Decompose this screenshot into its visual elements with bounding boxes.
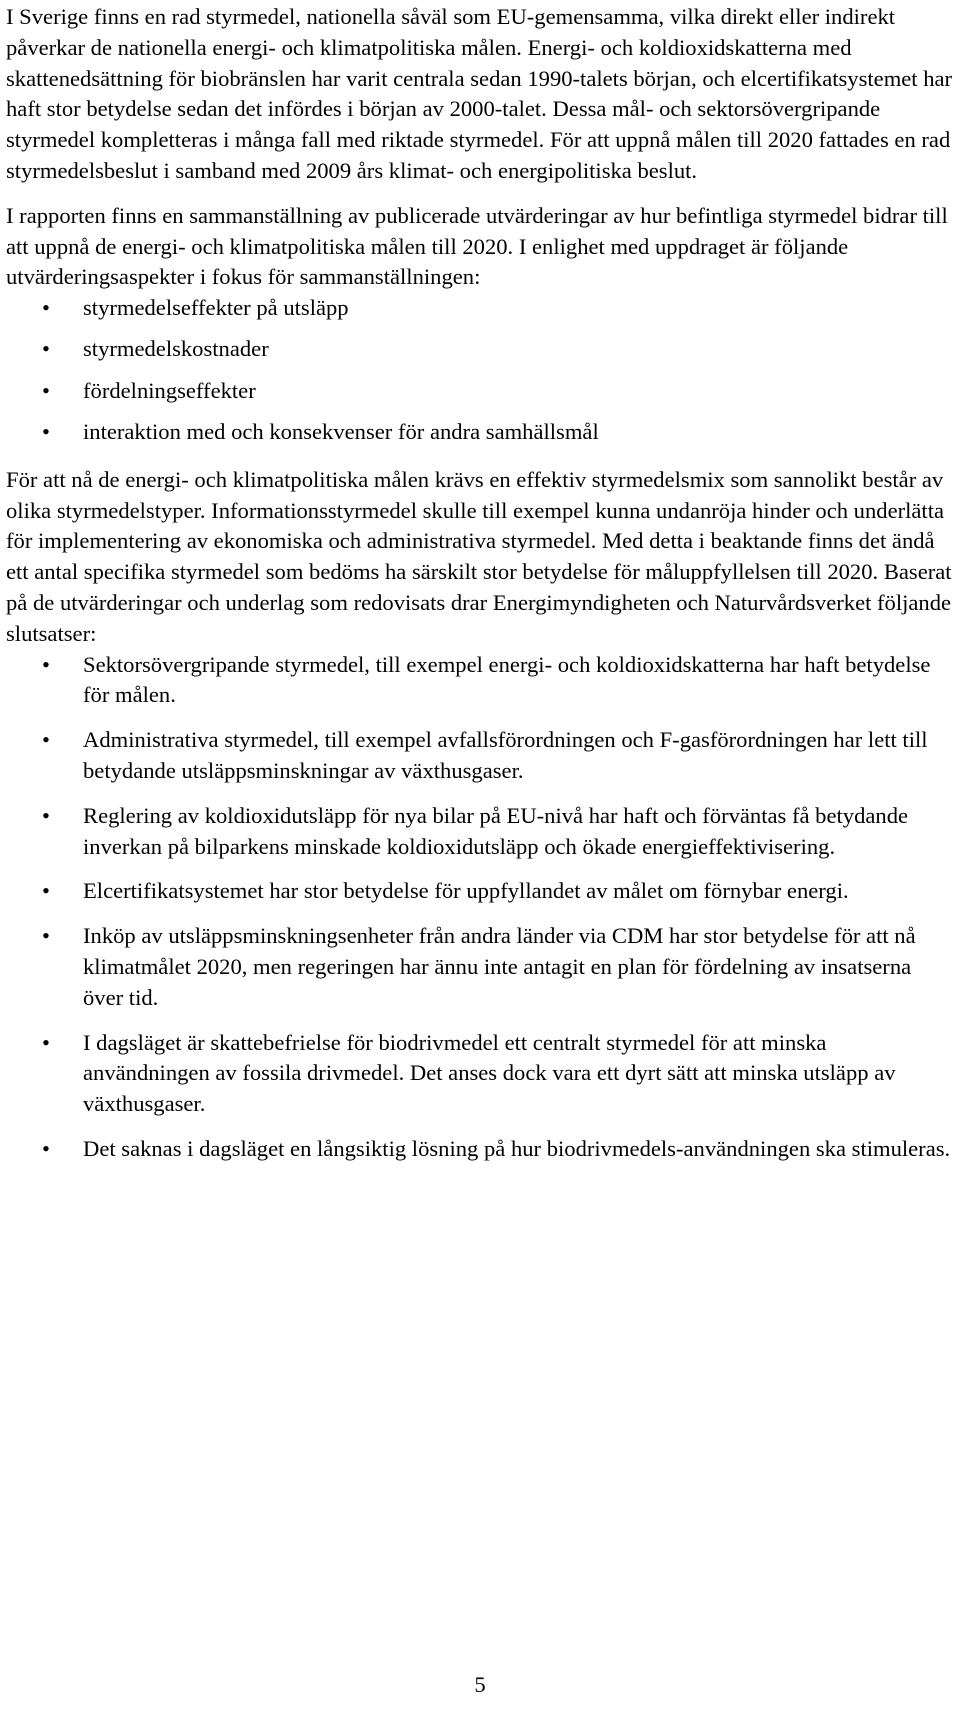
list-item-text: interaktion med och konsekvenser för andra samhällsmål <box>83 419 599 445</box>
list-item-text: Inköp av utsläppsminskningsenheter från andra länder via CDM har stor betydelse för att nå klimatmålet 2020, men regeringen har ännu inte antagit en plan för fördelning av insatserna över tid. <box>83 923 916 1010</box>
page-number: 5 <box>474 1672 486 1697</box>
bullet-icon: • <box>42 802 50 828</box>
bullet-icon: • <box>42 295 50 321</box>
list-item-text: Sektorsövergripande styrmedel, till exempel energi- och koldioxidskatterna har haft betydelse för målen. <box>83 651 931 708</box>
document-page <box>6 0 956 1179</box>
bullet-icon: • <box>42 923 50 949</box>
paragraph-conclusions-intro: För att nå de energi- och klimatpolitiska målen krävs en effektiv styrmedelsmix som sannolikt består av olika styrmedelstyper. Informationsstyrmedel skulle till exempel kunna undanröja hinder och underlätta för implementering av ekonomiska och administrativa styrmedel. Med detta i beaktande finns det ändå ett antal specifika styrmedel som bedöms ha särskilt stor betydelse för måluppfyllelsen till 2020. Baserat på de utvärderingar och underlag som redovisats drar Energimyndigheten och Naturvårdsverket följande slutsatser: <box>6 466 952 646</box>
list-item <box>6 293 956 324</box>
list-item-text: styrmedelseffekter på utsläpp <box>83 295 349 321</box>
list-item-text: styrmedelskostnader <box>83 336 269 362</box>
list-item-text: Reglering av koldioxidutsläpp för nya bilar på EU-nivå har haft och förväntas få betydande inverkan på bilparkens minskade koldioxidutsläpp och ökade energieffektivisering. <box>83 802 909 859</box>
list-item <box>6 801 956 863</box>
aspects-list <box>6 293 956 448</box>
list-item <box>6 1134 956 1165</box>
bullet-icon: • <box>42 419 50 445</box>
bullet-icon: • <box>42 1029 50 1055</box>
list-item <box>6 725 956 787</box>
list-item-text: Administrativa styrmedel, till exempel avfallsförordningen och F-gasförordningen har lett till betydande utsläppsminskningar av växthusgaser. <box>83 727 928 784</box>
list-item-text: Det saknas i dagsläget en långsiktig lösning på hur biodrivmedels-användningen ska stimuleras. <box>83 1136 951 1161</box>
bullet-icon: • <box>42 878 50 904</box>
bullet-icon: • <box>42 1136 50 1161</box>
list-item-text: I dagsläget är skattebefrielse för biodrivmedel ett centralt styrmedel för att minska användningen av fossila drivmedel. Det anses dock vara ett dyrt sätt att minska utsläpp av växthusgaser. <box>83 1029 896 1117</box>
bullet-icon: • <box>42 336 50 362</box>
paragraph-intro: I Sverige finns en rad styrmedel, nationella såväl som EU-gemensamma, vilka direkt eller indirekt påverkar de nationella energi- och klimatpolitiska målen. Energi- och koldioxidskatterna med skattenedsättning för biobränslen har varit centrala sedan 1990-talets början, och elcertifikatsystemet har haft stor betydelse sedan det infördes i början av 2000-talet. Dessa mål- och sektorsövergripande styrmedel kompletteras i många fall med riktade styrmedel. För att uppnå målen till 2020 fattades en rad styrmedelsbeslut i samband med 2009 års klimat- och energipolitiska beslut. <box>6 4 953 183</box>
conclusions-list <box>6 650 956 1165</box>
list-item <box>6 334 956 365</box>
list-item <box>6 1028 956 1120</box>
paragraph-report: I rapporten finns en sammanställning av publicerade utvärderingar av hur befintliga styrmedel bidrar till att uppnå de energi- och klimatpolitiska målen till 2020. I enlighet med uppdraget är följande utvärderingsaspekter i fokus för sammanställningen: <box>6 202 948 290</box>
bullet-icon: • <box>42 727 50 753</box>
bullet-icon: • <box>42 377 50 403</box>
bullet-icon: • <box>42 651 50 677</box>
list-item <box>6 650 956 712</box>
list-item <box>6 921 956 1013</box>
list-item <box>6 876 956 907</box>
list-item <box>6 417 956 448</box>
list-item-text: Elcertifikatsystemet har stor betydelse för uppfyllandet av målet om förnybar energi. <box>83 878 849 904</box>
list-item-text: fördelningseffekter <box>83 377 256 403</box>
list-item <box>6 376 956 407</box>
